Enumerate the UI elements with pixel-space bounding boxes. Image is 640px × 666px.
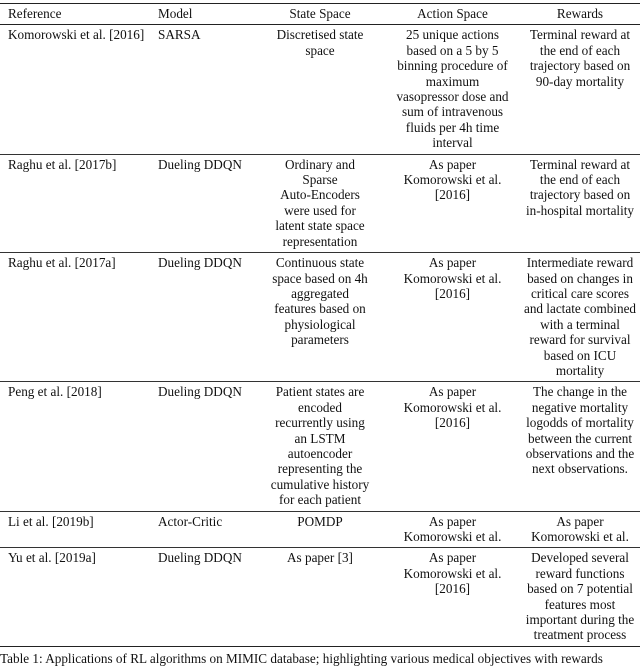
cell-reference: Peng et al. [2018] bbox=[8, 384, 102, 400]
cell-rewards: Developed several reward functions based on 7 potential features most important during the treatment process bbox=[525, 550, 635, 643]
cell-model: Dueling DDQN bbox=[158, 384, 242, 400]
cell-rewards: Terminal reward at the end of each trajectory based on 90-day mortality bbox=[529, 27, 631, 89]
cell-reference: Komorowski et al. [2016] bbox=[8, 27, 145, 43]
cell-action-space: As paper Komorowski et al. [2016] bbox=[403, 384, 502, 431]
cell-reference: Raghu et al. [2017a] bbox=[8, 255, 116, 271]
header-row bbox=[0, 4, 640, 25]
cell-action-space: As paper Komorowski et al. bbox=[403, 513, 502, 544]
table-row bbox=[0, 154, 640, 252]
rl-applications-table bbox=[0, 3, 640, 647]
cell-reference: Raghu et al. [2017b] bbox=[8, 156, 117, 172]
cell-rewards: Terminal reward at the end of each trajectory based on in-hospital mortality bbox=[525, 156, 635, 218]
cell-action-space: As paper Komorowski et al. [2016] bbox=[403, 550, 502, 597]
cell-reference: Li et al. [2019b] bbox=[8, 513, 94, 529]
cell-action-space: As paper Komorowski et al. [2016] bbox=[403, 156, 502, 203]
header-reference: Reference bbox=[8, 6, 62, 21]
cell-state-space: Ordinary and Sparse Auto-Encoders were used for latent state space representation bbox=[275, 156, 365, 249]
table-row bbox=[0, 548, 640, 646]
cell-rewards: As paper Komorowski et al. bbox=[531, 513, 629, 544]
cell-rewards: Intermediate reward based on changes in critical care scores and lactate combined with a terminal reward for survival based on ICU mortality bbox=[523, 255, 637, 378]
cell-action-space: As paper Komorowski et al. [2016] bbox=[403, 255, 502, 301]
cell-model: Dueling DDQN bbox=[158, 156, 242, 172]
cell-state-space: Discretised state space bbox=[276, 27, 364, 58]
table-row bbox=[0, 511, 640, 548]
cell-state-space: POMDP bbox=[297, 513, 343, 529]
cell-state-space: Patient states are encoded recurrently using an LSTM autoencoder representing the cumulative history for each patient bbox=[270, 384, 370, 508]
cell-reference: Yu et al. [2019a] bbox=[8, 550, 96, 566]
table-row bbox=[0, 253, 640, 382]
cell-rewards: The change in the negative mortality logodds of mortality between the current observations and the next observations. bbox=[525, 384, 635, 477]
cell-model: Actor-Critic bbox=[158, 513, 223, 529]
header-state-space: State Space bbox=[289, 6, 351, 21]
header-action-space: Action Space bbox=[417, 6, 488, 21]
table-row bbox=[0, 25, 640, 154]
table-caption: Table 1: Applications of RL algorithms on MIMIC database; highlighting various medical objectives with rewards bbox=[0, 650, 603, 666]
cell-model: Dueling DDQN bbox=[158, 255, 242, 271]
header-model: Model bbox=[158, 6, 193, 21]
cell-model: SARSA bbox=[158, 27, 201, 43]
table-row bbox=[0, 382, 640, 511]
cell-state-space: As paper [3] bbox=[287, 550, 353, 566]
cell-action-space: 25 unique actions based on a 5 by 5 binning procedure of maximum vasopressor dose and sum of intravenous fluids per 4h time interval bbox=[396, 27, 509, 151]
header-rewards: Rewards bbox=[556, 6, 604, 21]
cell-state-space: Continuous state space based on 4h aggregated features based on physiological parameters bbox=[272, 255, 368, 348]
cell-model: Dueling DDQN bbox=[158, 550, 242, 566]
